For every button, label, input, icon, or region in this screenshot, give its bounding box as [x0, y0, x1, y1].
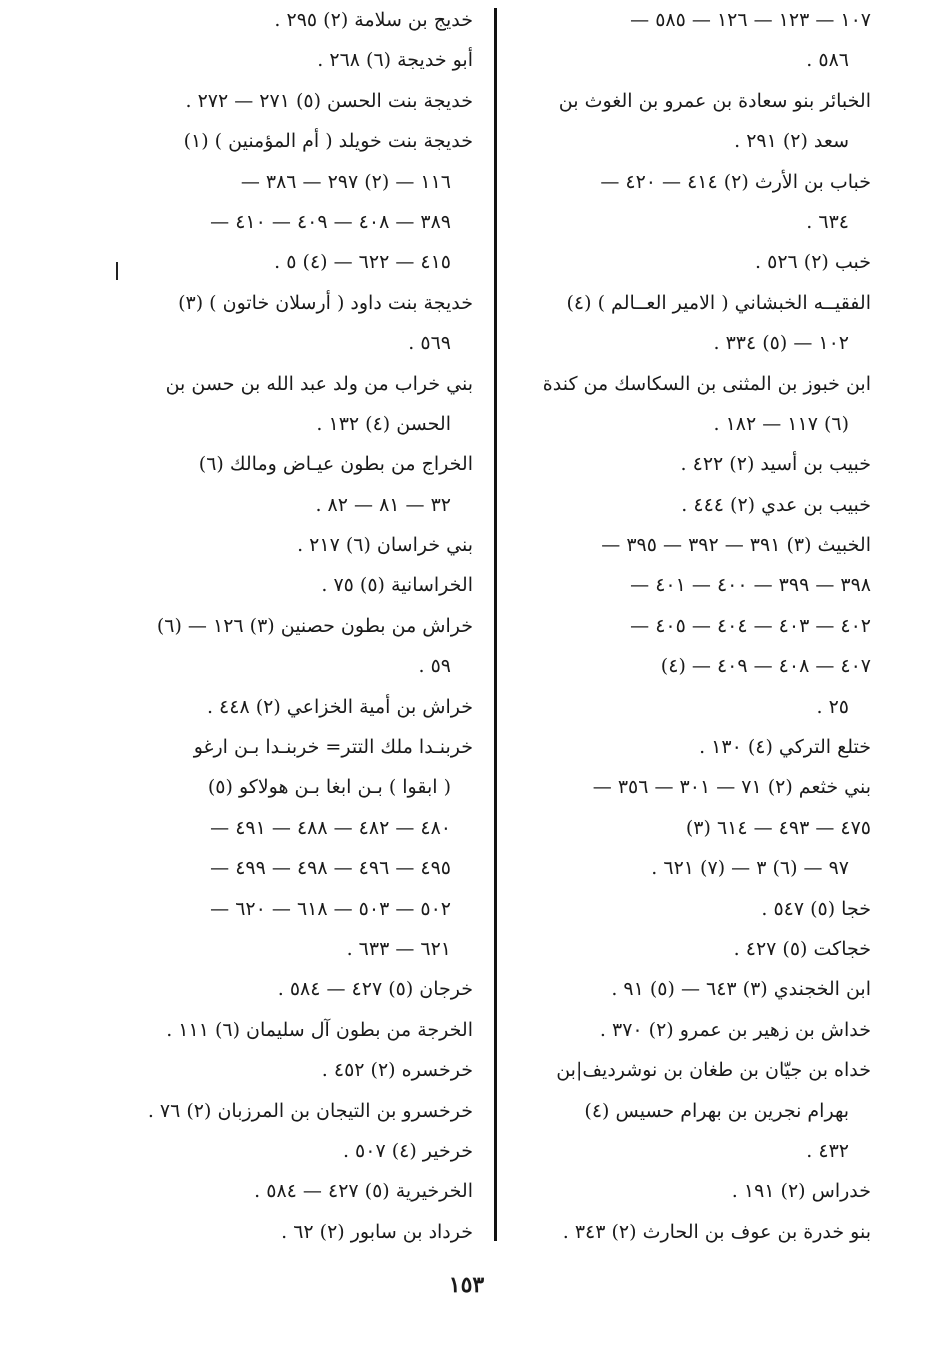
index-line: ٣٢ — ٨١ — ٨٢ .	[315, 493, 451, 516]
index-line: ٥٠٢ — ٥٠٣ — ٦١٨ — ٦٢٠ —	[210, 897, 451, 920]
index-line: ٣٩٨ — ٣٩٩ — ٤٠٠ — ٤٠١ —	[630, 574, 871, 597]
index-line: خبيب بن عدي (٢) ٤٤٤ .	[681, 493, 871, 516]
index-line: ابن خبوز بن المثنى بن السكاسك من كندة	[542, 372, 871, 395]
index-line: ( ابقوا ) بـن ابغا بـن هولاكو (٥)	[207, 776, 451, 799]
index-line: بهرام نجرين بن بهرام حسيس (٤)	[584, 1099, 849, 1122]
index-line: ٤٠٢ — ٤٠٣ — ٤٠٤ — ٤٠٥ —	[630, 614, 871, 637]
index-line: خبب (٢) ٥٢٦ .	[755, 251, 871, 274]
index-line: بنو خدرة بن عوف بن الحارث (٢) ٣٤٣ .	[562, 1220, 871, 1243]
right-column	[526, 0, 871, 1252]
index-line: ٤٧٥ — ٤٩٣ — ٦١٤ (٣)	[685, 816, 871, 839]
index-line: خجاكت (٥) ٤٢٧ .	[733, 937, 871, 960]
index-line: ٥٨٦ .	[806, 49, 849, 72]
index-line: بني خثعم (٢) ٧١ — ٣٠١ — ٣٥٦ —	[592, 776, 871, 799]
page-number: ١٥٣	[448, 1272, 485, 1298]
index-line: خدراس (٢) ١٩١ .	[731, 1180, 871, 1203]
index-line: خداش بن زهير بن عمرو (٢) ٣٧٠ .	[599, 1018, 871, 1041]
index-line: ٤١٥ — ٦٢٢ — (٤) ٥ .	[274, 251, 451, 274]
index-line: خديجة بنت الحسن (٥) ٢٧١ — ٢٧٢ .	[185, 89, 473, 112]
stray-mark	[116, 262, 118, 280]
index-line: الخبيث (٣) ٣٩١ — ٣٩٢ — ٣٩٥ —	[601, 534, 871, 557]
index-line: ٩٧ — (٦) ٣ — (٧) ٦٢١ .	[651, 857, 849, 880]
left-column	[128, 0, 473, 1252]
index-line: الفقيــه الخبشاني ( الامير العــالم ) (٤)	[566, 291, 871, 314]
index-line: ختلع التركي (٤) ١٣٠ .	[699, 736, 871, 759]
index-line: ٤٠٧ — ٤٠٨ — ٤٠٩ — (٤)	[660, 655, 871, 678]
index-line: خراش من بطون حصنين (٣) ١٢٦ — (٦)	[156, 614, 473, 637]
index-line: ١٠٢ — (٥) ٣٣٤ .	[713, 332, 849, 355]
index-line: خرخسره (٢) ٤٥٢ .	[321, 1059, 473, 1082]
index-line: خديجة بنت خويلد ( أم المؤمنين ) (١)	[183, 130, 473, 153]
column-divider	[494, 8, 497, 1241]
index-line: ١٠٧ — ١٢٣ — ١٢٦ — ٥٨٥ —	[630, 9, 871, 31]
index-line: ١١٦ — (٢) ٢٩٧ — ٣٨٦ —	[240, 170, 451, 193]
index-line: خرداد بن سابور (٢) ٦٢ .	[281, 1220, 473, 1243]
index-line: الخبائر بنو سعادة بن عمرو بن الغوث بن	[558, 89, 871, 112]
index-line: (٦) ١١٧ — ١٨٢ .	[713, 412, 849, 435]
index-line: خداه بن جيّان بن طغان بن نوشرديف|بن	[556, 1059, 871, 1082]
index-line: خرخير (٤) ٥٠٧ .	[342, 1139, 473, 1162]
index-line: الخرخيرية (٥) ٤٢٧ — ٥٨٤ .	[254, 1180, 473, 1203]
index-line: خديجة بنت داود ( أرسلان خاتون ) (٣)	[178, 291, 473, 314]
index-line: ٤٣٢ .	[806, 1139, 849, 1162]
index-line: خرجان (٥) ٤٢٧ — ٥٨٤ .	[277, 978, 473, 1001]
index-line: ٣٨٩ — ٤٠٨ — ٤٠٩ — ٤١٠ —	[210, 210, 451, 233]
index-line: خديج بن سلامة (٢) ٢٩٥ .	[274, 9, 473, 31]
index-line: خربنـدا ملك التتر= خربنـدا بـن ارغو	[193, 736, 473, 759]
index-line: ٥٦٩ .	[408, 332, 451, 355]
index-line: بني خراسان (٦) ٢١٧ .	[297, 534, 473, 557]
index-line: خرخسرو بن التيجان بن المرزبان (٢) ٧٦ .	[147, 1099, 473, 1122]
index-line: ٤٩٥ — ٤٩٦ — ٤٩٨ — ٤٩٩ —	[210, 857, 451, 880]
index-line: الخراسانية (٥) ٧٥ .	[321, 574, 473, 597]
index-line: الخرجة من بطون آل سليمان (٦) ١١١ .	[166, 1018, 473, 1041]
index-line: أبو خديجة (٦) ٢٦٨ .	[317, 49, 473, 72]
index-line: خباب بن الأرث (٢) ٤١٤ — ٤٢٠ —	[600, 170, 871, 193]
index-line: ٢٥ .	[816, 695, 849, 718]
index-line: الحسن (٤) ١٣٢ .	[316, 412, 451, 435]
index-line: ابن الخجندي (٣) ٦٤٣ — (٥) ٩١ .	[611, 978, 871, 1001]
index-line: ٤٨٠ — ٤٨٢ — ٤٨٨ — ٤٩١ —	[210, 816, 451, 839]
index-line: خراش بن أمية الخزاعي (٢) ٤٤٨ .	[206, 695, 473, 718]
index-line: الخراج من بطون عيـاض ومالك (٦)	[198, 453, 473, 476]
index-line: ٦٣٤ .	[806, 210, 849, 233]
index-line: ٦٢١ — ٦٣٣ .	[346, 937, 451, 960]
index-line: خبيب بن أسيد (٢) ٤٢٢ .	[680, 453, 871, 476]
index-line: ٥٩ .	[418, 655, 451, 678]
index-line: بني خراب من ولد عبد الله بن حسن بن	[165, 372, 473, 395]
index-line: خجا (٥) ٥٤٧ .	[761, 897, 871, 920]
index-line: سعد (٢) ٢٩١ .	[734, 130, 849, 153]
